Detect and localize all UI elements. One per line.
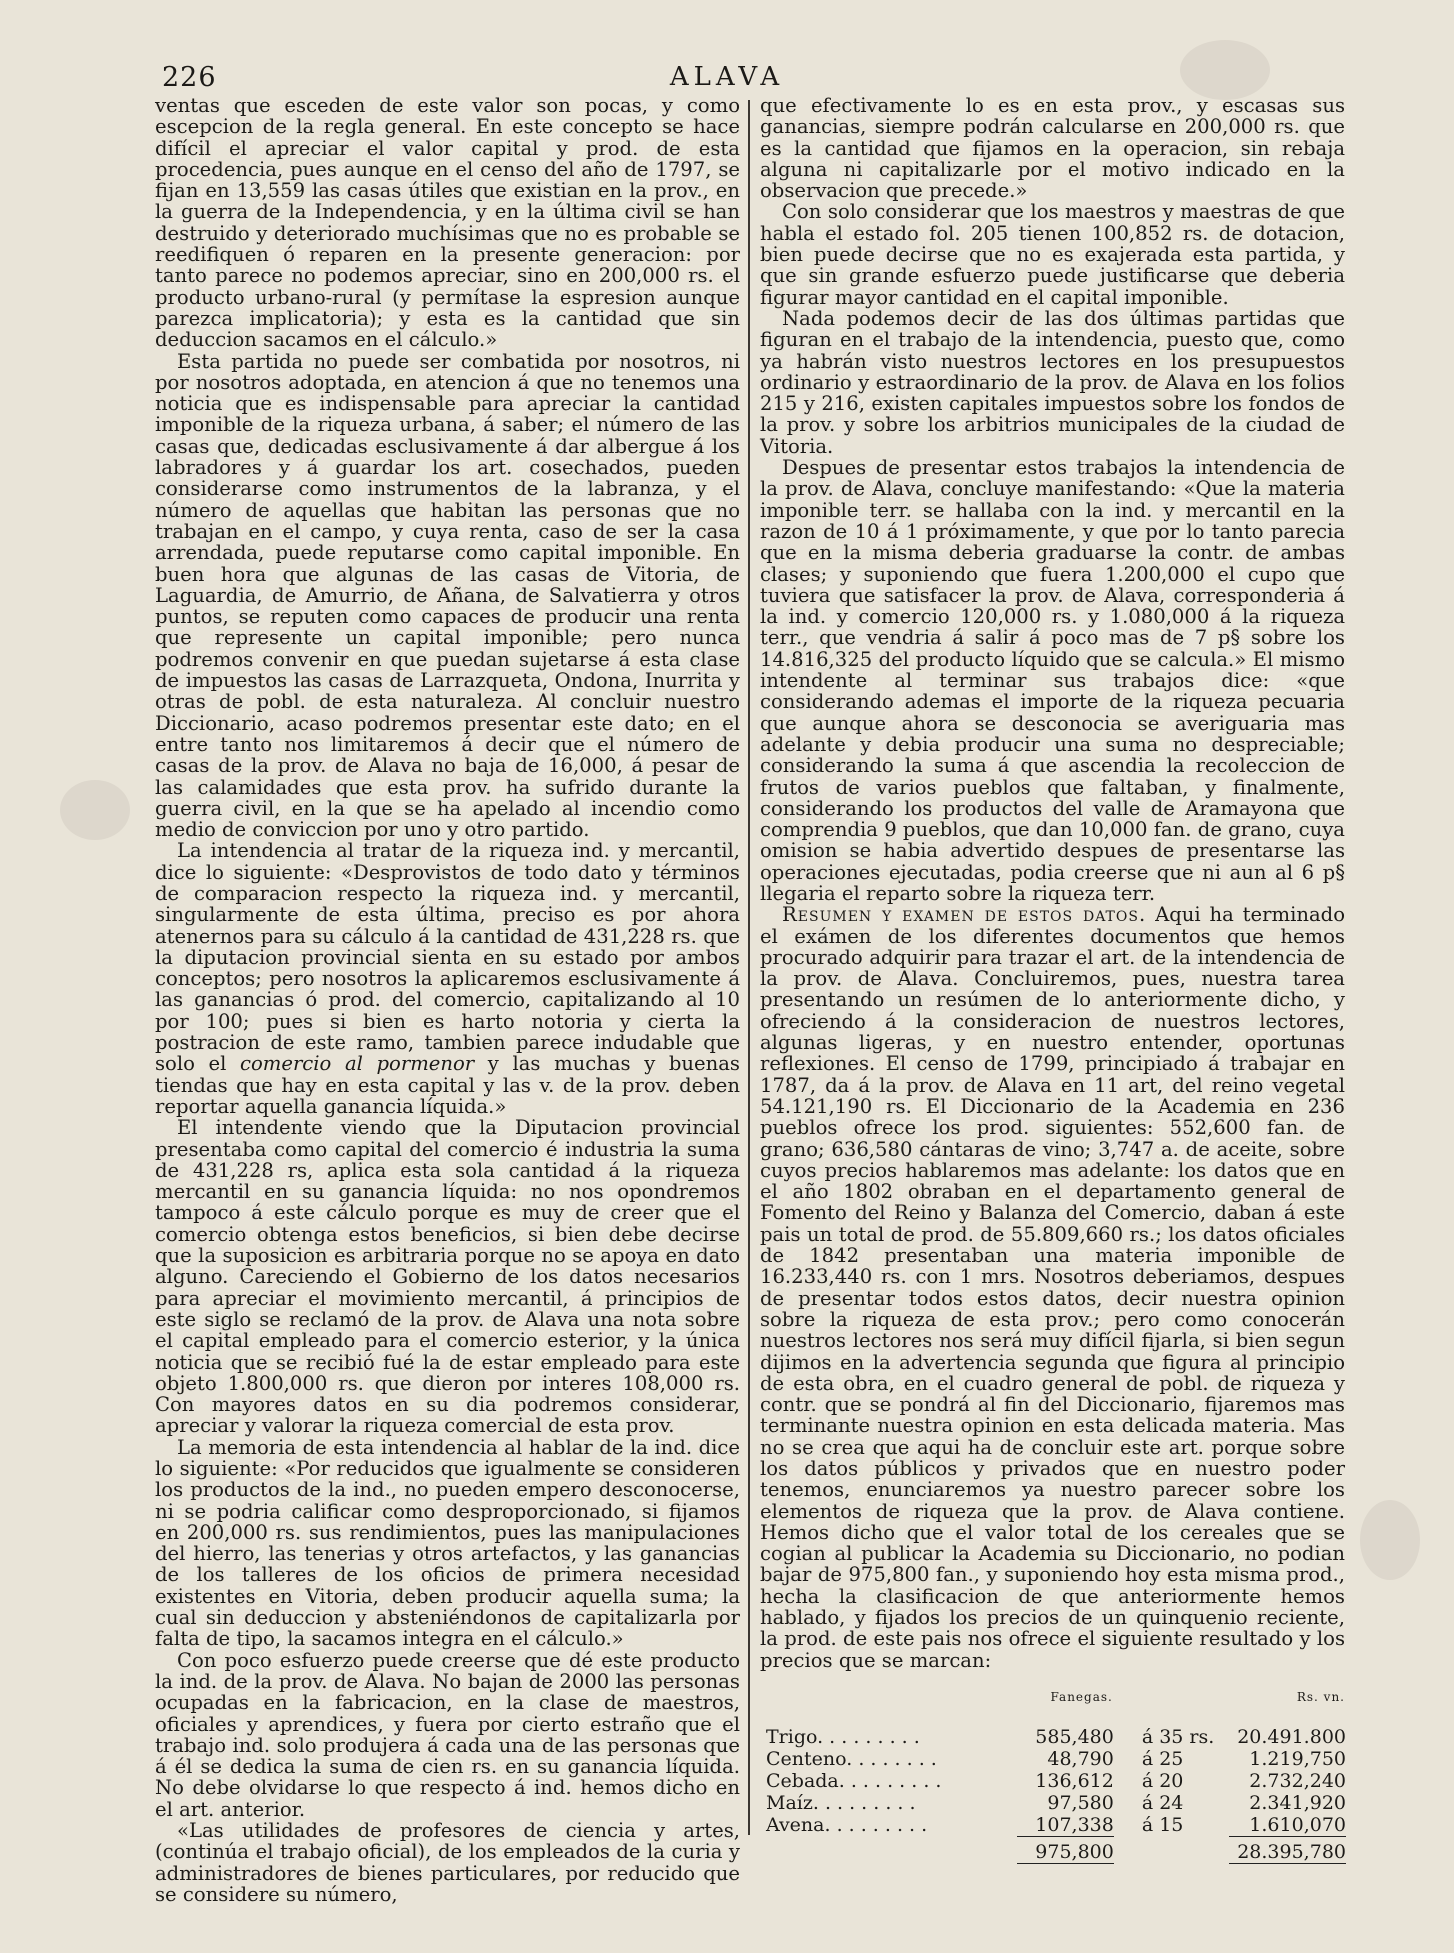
table-row: Centeno. . . . . . . . 48,790 á 25 1.219,750 [766,1747,1346,1770]
right-column [760,95,1345,1864]
paragraph: El intendente viendo que la Diputacion provincial presentaba como capital del comercio é industria la suma de 431,228 rs, aplica esta sola cantidad á la riqueza mercantil en su ganancia líquida: no nos opondremos tampoco á este cálculo porque es muy de creer que el comercio obtenga estos beneficios, si bien debe decirse que la suposicion es arbitraria porque no se apoya en dato alguno. Careciendo el Gobierno de los datos necesarios para apreciar el movimiento mercantil, á principios de este siglo se reclamó de la prov. de Alava una nota sobre el capital empleado para el comercio esterior, y la única noticia que se recibió fué la de estar empleado para este objeto 1.800,000 rs. que dieron por interes 108,000 rs. Con mayores datos en su dia podremos considerar, apreciar y valorar la riqueza comercial de esta prov. [155,1116,740,1438]
page-number: 226 [162,62,217,93]
total-rs: 28.395,780 [1229,1836,1346,1863]
running-head: ALAVA [669,62,785,92]
table-header-row [766,1685,1346,1726]
production-table [766,1685,1346,1864]
table-totals-row [766,1836,1346,1863]
paragraph-text: La intendencia al tratar de la riqueza ind. y mercantil, dice lo siguiente: «Desprovistos de todo dato y términos de comparacion respecto la riqueza ind. y mercantil, singularmente de esta última, preciso es por ahora atenernos para su cálculo á la cantidad de 431,228 rs. que la diputacion provincial sienta en su estado por ambos conceptos; pero nosotros la aplicaremos esclusivamente á las ganancias ó prod. del comercio, capitalizando al 10 por 100; pues si bien es harto notoria y cierta la postracion de este ramo, tambien parece indudable que solo el [155,839,740,1076]
table-row: Trigo. . . . . . . . . 585,480 á 35 rs. 20.491.800 [766,1725,1346,1748]
paragraph [760,904,1345,1671]
italic-phrase: comercio al pormenor [240,1052,475,1076]
column-divider [748,100,750,1835]
paragraph: Con poco esfuerzo puede creerse que dé este producto la ind. de la prov. de Alava. No bajan de 2000 las personas ocupadas en la fabricacion, en la clase de maestros, oficiales y aprendices, y fuera por cierto estraño que el trabajo ind. solo produjera á cada una de las personas que á él se dedica la suma de cien rs. en su ganancia líquida. No debe olvidarse lo que respecto á ind. hemos dicho en el art. anterior. [155,1648,740,1821]
paragraph: Nada podemos decir de las dos últimas partidas que figuran en el trabajo de la intendencia, puesto que, como ya habrán visto nuestros lectores en los presupuestos ordinario y estraordinario de la prov. de Alava en los folios 215 y 216, existen capitales impuestos sobre los fondos de la prov. y sobre los arbitrios municipales de la ciudad de Vitoria. [760,306,1345,458]
paragraph: que efectivamente lo es en esta prov., y escasas sus ganancias, siempre podrán calcularse en 200,000 rs. que es la cantidad que fijamos en la operacion, sin rebaja alguna ni capitalizarle por el motivo indicado en la observacion que precede.» [760,94,1345,203]
paper-stain [1360,1500,1420,1580]
paragraph: Con solo considerar que los maestros y maestras de que habla el estado fol. 205 tienen 100,852 rs. de dotacion, bien puede decirse que no es exajerada esta partida, y que sin grande esfuerzo puede justificarse que deberia figurar mayor cantidad en el capital imponible. [760,200,1345,309]
paragraph: ventas que esceden de este valor son pocas, y como escepcion de la regla general. En este concepto se hace difícil el apreciar el valor capital y prod. de esta procedencia, pues aunque en el censo del año de 1797, se fijan en 13,559 las casas útiles que existian en la prov., en la guerra de la Independencia, y en la última civil se han destruido y deteriorado muchísimas que no es probable se reedifiquen ó reparen en la presente generacion: por tanto parece no podemos apreciar, sino en 200,000 rs. el producto urbano-rural (y permítase la espresion aunque parezca implicatoria); y esta es la cantidad que sin deduccion sacamos en el cálculo.» [155,94,740,352]
paragraph: Despues de presentar estos trabajos la intendencia de la prov. de Alava, concluye manifestando: «Que la materia imponible terr. se hallaba con la ind. y mercantil en la razon de 10 á 1 próximamente, y que por lo tanto parecia que en la misma deberia graduarse la contr. de ambas clases; y suponiendo que fuera 1.200,000 el cupo que tuviera que satisfacer la prov. de Alava, corresponderia á la ind. y comercio 120,000 rs. y 1.080,000 á la riqueza terr., que vendria á salir á poco mas de 7 p§ sobre los 14.816,325 del producto líquido que se calcula.» El mismo intendente al terminar sus trabajos dice: «que considerando ademas el importe de la riqueza pecuaria que aunque ahora se desconocia se averiguaria mas adelante y debia producir una suma no despreciable; considerando la suma á que ascendia la recoleccion de frutos de varios pueblos que faltaban, y finalmente, considerando los productos del valle de Aramayona que comprendia 9 pueblos, que dan 10,000 fan. de grano, cuya omision se habia advertido despues de presentarse las operaciones ejecutadas, podia creerse que ni aun al 6 p§ llegaria el reparto sobre la riqueza terr. [760,456,1345,905]
left-column [155,95,740,1905]
total-fanegas: 975,800 [1017,1836,1114,1863]
paragraph-text: Aqui ha terminado el exámen de los diferentes documentos que hemos procurado adquirir para trazar el art. de la intendencia de la prov. de Alava. Concluiremos, pues, nuestra tarea presentando un resúmen de lo anteriormente dicho, y ofreciendo á la consideracion de nuestros lectores, algunas ligeras, y en nuestro entender, oportunas reflexiones. El censo de 1799, principiado á trabajar en 1787, da á la prov. de Alava en 11 art, del reino vegetal 54.121,190 rs. El Diccionario de la Academia en 236 pueblos ofrece los prod. siguientes: 552,600 fan. de grano; 636,580 cántaras de vino; 3,747 a. de aceite, sobre cuyos precios hablaremos mas adelante: los datos que en el año 1802 obraban en el departamento general de Fomento del Reino y Balanza del Comercio, daban á este pais un total de prod. de 55.809,660 rs.; los datos oficiales de 1842 presentaban una materia imponible de 16.233,440 rs. con 1 mrs. Nosotros deberiamos, despues de presentar todos estos datos, decir nuestra opinion sobre la riqueza de esta prov.; pero como conocerán nuestros lectores nos será muy difícil fijarla, si bien segun dijimos en la advertencia segunda que figura al principio de esta obra, en el cuadro general de pobl. de riqueza y contr. que se pondrá al fin del Diccionario, fijaremos mas terminante nuestra opinion en esta delicada materia. Mas no se crea que aqui ha de concluir este art. porque sobre los datos públicos y privados que en nuestro poder tenemos, enunciaremos ya nuestro parecer sobre los elementos de riqueza que la prov. de Alava contiene. Hemos dicho que el valor total de los cereales que se cogian al publicar la Academia su Diccionario, no podian bajar de 975,800 fan., y suponiendo hoy esta misma prod., hecha la clasificacion de que anteriormente hemos hablado, y fijados los precios de un quinquenio reciente, la prod. de este pais nos ofrece el siguiente resultado y los precios que se marcan: [760,903,1345,1672]
paragraph: «Las utilidades de profesores de ciencia y artes, (continúa el trabajo oficial), de los empleados de la curia y administradores de bienes particulares, por reducido que se considere su número, [155,1819,740,1906]
paragraph-text: y las muchas y buenas tiendas que hay en esta capital y las v. de la prov. deben reportar aquella ganancia líquida.» [155,1052,740,1118]
column-header-fanegas: Fanegas. [1050,1689,1113,1704]
paragraph: La memoria de esta intendencia al hablar de la ind. dice lo siguiente: «Por reducidos que igualmente se consideren los productos de la ind., no pueden empero desconocerse, ni se podria calificar como desproporcionado, si fijamos en 200,000 rs. sus rendimientos, pues las manipulaciones del hierro, las tenerias y otros artefactos, y las ganancias de los talleres de los oficios de primera necesidad existentes en Vitoria, deben producir aquella suma; la cual sin deduccion y absteniéndonos de capitalizarla por falta de tipo, la sacamos integra en el cálculo.» [155,1435,740,1651]
paper-stain [60,780,130,840]
table-row: Avena. . . . . . . . . 107,338 á 15 1.610,070 [766,1813,1346,1837]
paragraph [155,840,740,1117]
table-row: Maíz. . . . . . . . . 97,580 á 24 2.341,920 [766,1791,1346,1814]
table-row: Cebada. . . . . . . . . 136,612 á 20 2.732,240 [766,1769,1346,1792]
section-heading: Resumen y examen de estos datos. [782,903,1147,927]
paragraph: Esta partida no puede ser combatida por nosotros, ni por nosotros adoptada, en atencion á que no tenemos una noticia que es indispensable para apreciar la cantidad imponible de la riqueza urbana, á saber; el número de las casas que, dedicadas esclusivamente á dar albergue á los labradores y á guardar los art. cosechados, pueden considerarse como instrumentos de la labranza, y el número de aquellas que habitan las personas que no trabajan en el campo, y cuya renta, caso de ser la casa arrendada, puede reputarse como capital imponible. En buen hora que algunas de las casas de Vitoria, de Laguardia, de Amurrio, de Añana, de Salvatierra y otros puntos, se reputen como capaces de producir una renta que represente un capital imponible; pero nunca podremos convenir en que puedan sujetarse á esta clase de impuestos las casas de Larrazqueta, Ondona, Inurrita y otras de pobl. de esta naturaleza. Al concluir nuestro Diccionario, acaso podremos presentar este dato; en el entre tanto nos limitaremos á decir que el número de casas de la prov. de Alava no baja de 16,000, á pesar de las calamidades que esta prov. ha sufrido durante la guerra civil, en la que se ha apelado al incendio como medio de conviccion por uno y otro partido. [155,349,740,842]
column-header-rs: Rs. vn. [1296,1689,1345,1704]
